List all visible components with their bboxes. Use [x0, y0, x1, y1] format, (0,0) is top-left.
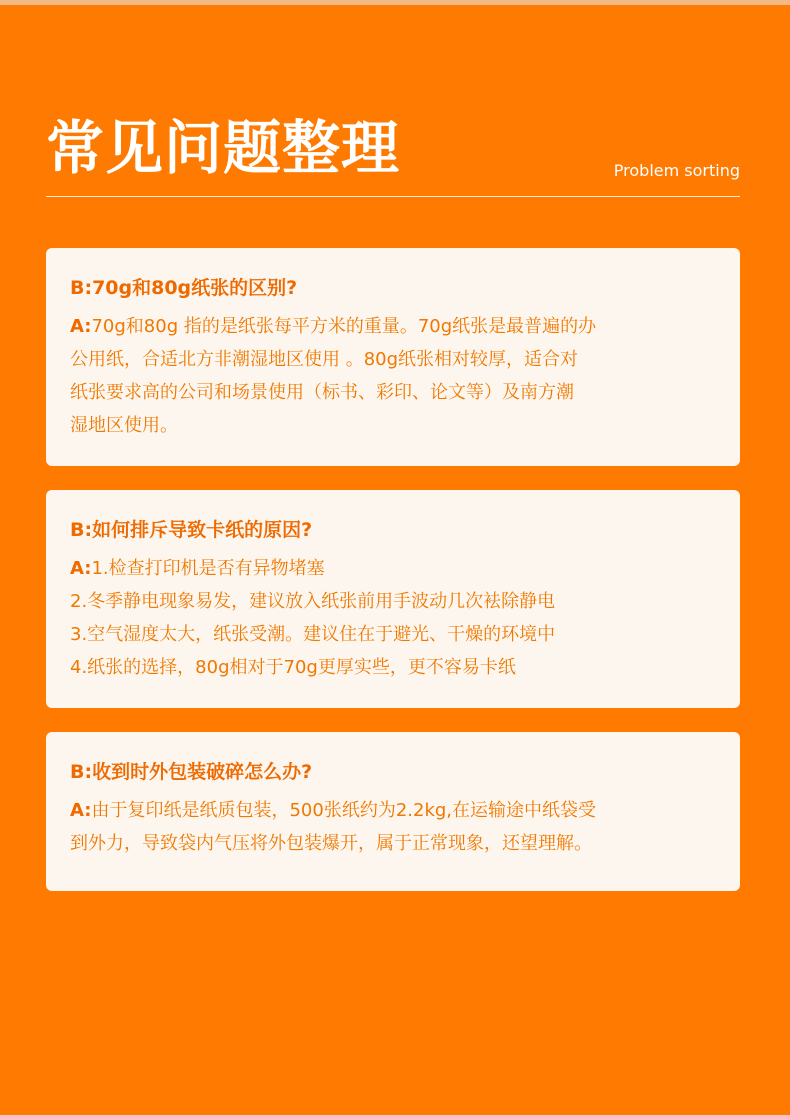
faq-answer	[70, 552, 716, 684]
faq-answer-line	[70, 310, 716, 343]
faq-answer-line: 到外力，导致袋内气压将外包装爆开，属于正常现象，还望理解。	[70, 833, 592, 854]
faq-answer-text: 由于复印纸是纸质包装，500张纸约为2.2kg,在运输途中纸袋受	[91, 800, 597, 821]
faq-answer-line: 3.空气湿度太大，纸张受潮。建议住在于避光、干燥的环境中	[70, 624, 556, 645]
faq-answer-line	[70, 794, 716, 827]
faq-answer-line: 4.纸张的选择，80g相对于70g更厚实些，更不容易卡纸	[70, 657, 516, 678]
faq-answer-line	[70, 552, 716, 585]
faq-answer-line: 公用纸，合适北方非潮湿地区使用 。80g纸张相对较厚，适合对	[70, 349, 579, 370]
faq-question: B:收到时外包装破碎怎么办?	[70, 761, 313, 783]
page-title: 常见问题整理	[46, 114, 401, 182]
page-header	[46, 112, 740, 198]
faq-answer-prefix: A:	[70, 558, 92, 579]
faq-answer-line: 2.冬季静电现象易发，建议放入纸张前用手波动几次袪除静电	[70, 591, 556, 612]
faq-answer-text: 70g和80g 指的是纸张每平方米的重量。70g纸张是最普遍的办	[91, 316, 597, 337]
faq-answer-line: 纸张要求高的公司和场景使用（标书、彩印、论文等）及南方潮	[70, 382, 574, 403]
faq-answer-line: 湿地区使用。	[70, 415, 178, 436]
faq-answer-prefix: A:	[70, 800, 92, 821]
faq-card	[46, 490, 740, 708]
faq-question: B:如何排斥导致卡纸的原因?	[70, 519, 313, 541]
faq-card	[46, 248, 740, 466]
faq-card	[46, 732, 740, 891]
faq-answer-prefix: A:	[70, 316, 92, 337]
faq-answer	[70, 310, 716, 442]
faq-answer-text: 1.检查打印机是否有异物堵塞	[91, 558, 325, 579]
faq-question: B:70g和80g纸张的区别?	[70, 277, 298, 299]
page-subtitle: Problem sorting	[613, 161, 740, 180]
top-accent-strip	[0, 0, 790, 5]
faq-answer	[70, 794, 716, 860]
header-divider	[46, 196, 740, 197]
